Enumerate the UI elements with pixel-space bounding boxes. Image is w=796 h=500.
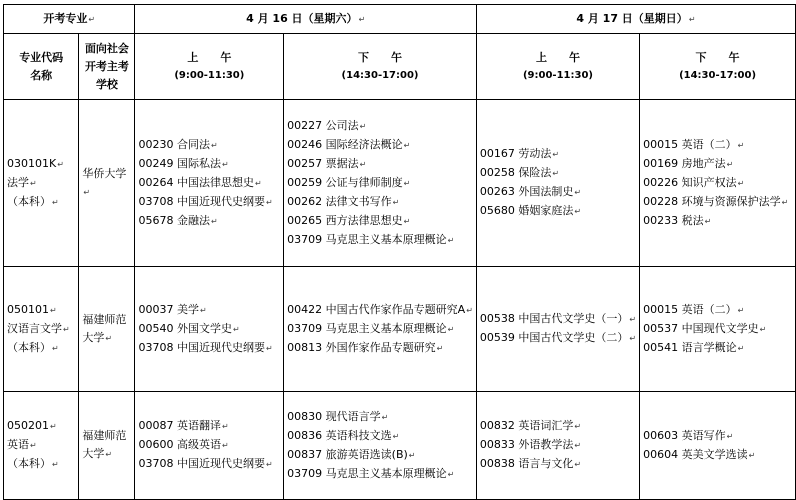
course-item: 00537 中国现代文学史↵ [643, 321, 767, 335]
course-item: 00230 合同法↵ [138, 137, 218, 151]
major-code: 030101K↵ [7, 156, 64, 170]
course-item: 00087 英语翻译↵ [138, 419, 229, 432]
major-header: 开考专业↵ [4, 5, 135, 34]
course-item: 00833 外语教学法↵ [479, 438, 582, 451]
course-item: 00832 英语词汇学↵ [479, 419, 582, 432]
school-name: 福建师范大学↵ [82, 429, 127, 460]
course-item: 05678 金融法↵ [138, 213, 218, 227]
course-item: 03708 中国近现代史纲要↵ [138, 194, 273, 208]
day2-am-header: 上 午 (9:00-11:30) [476, 34, 639, 100]
course-item: 00262 法律文书写作↵ [287, 194, 400, 208]
table-row [4, 392, 796, 500]
course-list-d2-am [476, 267, 639, 392]
course-item: 00422 中国古代作家作品专题研究A↵ [287, 302, 473, 316]
header-row-dates [4, 5, 796, 34]
major-code: 050201↵ [7, 419, 57, 432]
exam-schedule-table [3, 4, 796, 500]
major-code-name-cell [4, 100, 79, 267]
course-item: 03709 马克思主义基本原理概论↵ [287, 466, 455, 480]
major-code: 050101↵ [7, 302, 57, 316]
course-item: 00837 旅游英语选读(B)↵ [287, 447, 416, 461]
day1-am-header: 上 午 (9:00-11:30) [135, 34, 284, 100]
major-level: （本科）↵ [7, 340, 59, 354]
course-item: 00015 英语（二）↵ [643, 137, 745, 151]
table-row [4, 100, 796, 267]
course-item: 00246 国际经济法概论↵ [287, 137, 411, 151]
course-list-d1-am [135, 392, 284, 500]
course-item: 00015 英语（二）↵ [643, 302, 745, 316]
course-item: 00838 语言与文化↵ [479, 457, 582, 470]
school-cell [79, 267, 135, 392]
school-cell [79, 100, 135, 267]
course-item: 00604 英美文学选读↵ [643, 447, 756, 461]
course-item: 00227 公司法↵ [287, 118, 367, 132]
course-item: 00226 知识产权法↵ [643, 175, 745, 189]
course-item: 00233 税法↵ [643, 213, 712, 227]
course-list-d1-pm [284, 392, 477, 500]
course-item: 00539 中国古代文学史（二）↵ [479, 331, 637, 344]
course-item: 00600 高级英语↵ [138, 438, 229, 451]
course-item: 00813 外国作家作品专题研究↵ [287, 340, 444, 354]
day2-pm-header: 下 午 (14:30-17:00) [640, 34, 796, 100]
course-item: 00258 保险法↵ [479, 166, 560, 179]
course-list-d1-pm [284, 100, 477, 267]
major-name: 英语↵ [7, 438, 37, 451]
course-item: 00830 现代语言学↵ [287, 409, 389, 423]
course-list-d1-pm [284, 267, 477, 392]
major-code-name-cell [4, 392, 79, 500]
course-item: 00540 外国文学史↵ [138, 321, 240, 335]
school-name: 福建师范大学↵ [82, 312, 127, 344]
course-item: 00167 劳动法↵ [479, 147, 560, 160]
course-item: 00249 国际私法↵ [138, 156, 229, 170]
day2-header: 4 月 17 日（星期日）↵ [476, 5, 795, 34]
course-list-d1-am [135, 267, 284, 392]
school-header: 面向社会 开考主考 学校 [79, 34, 135, 100]
course-item: 00169 房地产法↵ [643, 156, 734, 170]
course-item: 00603 英语写作↵ [643, 428, 734, 442]
course-item: 00836 英语科技文选↵ [287, 428, 400, 442]
course-list-d2-am [476, 100, 639, 267]
code-name-header: 专业代码 名称 [4, 34, 79, 100]
course-item: 03709 马克思主义基本原理概论↵ [287, 232, 455, 246]
course-item: 00265 西方法律思想史↵ [287, 213, 411, 227]
course-item: 05680 婚姻家庭法↵ [479, 204, 582, 217]
course-item: 00037 美学↵ [138, 302, 207, 316]
major-name: 汉语言文学↵ [7, 321, 70, 335]
course-list-d2-pm [640, 392, 796, 500]
table-row [4, 267, 796, 392]
course-item: 00257 票据法↵ [287, 156, 367, 170]
course-item: 03708 中国近现代史纲要↵ [138, 340, 273, 354]
course-item: 00541 语言学概论↵ [643, 340, 745, 354]
major-level: （本科）↵ [7, 457, 59, 470]
course-item: 03708 中国近现代史纲要↵ [138, 457, 273, 470]
course-item: 00228 环境与资源保护法学↵ [643, 194, 789, 208]
course-list-d1-am [135, 100, 284, 267]
course-item: 00259 公证与律师制度↵ [287, 175, 411, 189]
course-item: 00263 外国法制史↵ [479, 185, 582, 198]
course-item: 00264 中国法律思想史↵ [138, 175, 262, 189]
course-item: 00538 中国古代文学史（一）↵ [479, 312, 637, 325]
day1-header: 4 月 16 日（星期六）↵ [135, 5, 476, 34]
course-list-d2-am [476, 392, 639, 500]
course-list-d2-pm [640, 267, 796, 392]
day1-pm-header: 下 午 (14:30-17:00) [284, 34, 477, 100]
school-cell [79, 392, 135, 500]
school-name: 华侨大学↵ [82, 166, 127, 197]
major-name: 法学↵ [7, 175, 37, 189]
major-level: （本科）↵ [7, 194, 59, 208]
course-list-d2-pm [640, 100, 796, 267]
course-item: 03709 马克思主义基本原理概论↵ [287, 321, 455, 335]
header-row-sessions [4, 34, 796, 100]
major-code-name-cell [4, 267, 79, 392]
